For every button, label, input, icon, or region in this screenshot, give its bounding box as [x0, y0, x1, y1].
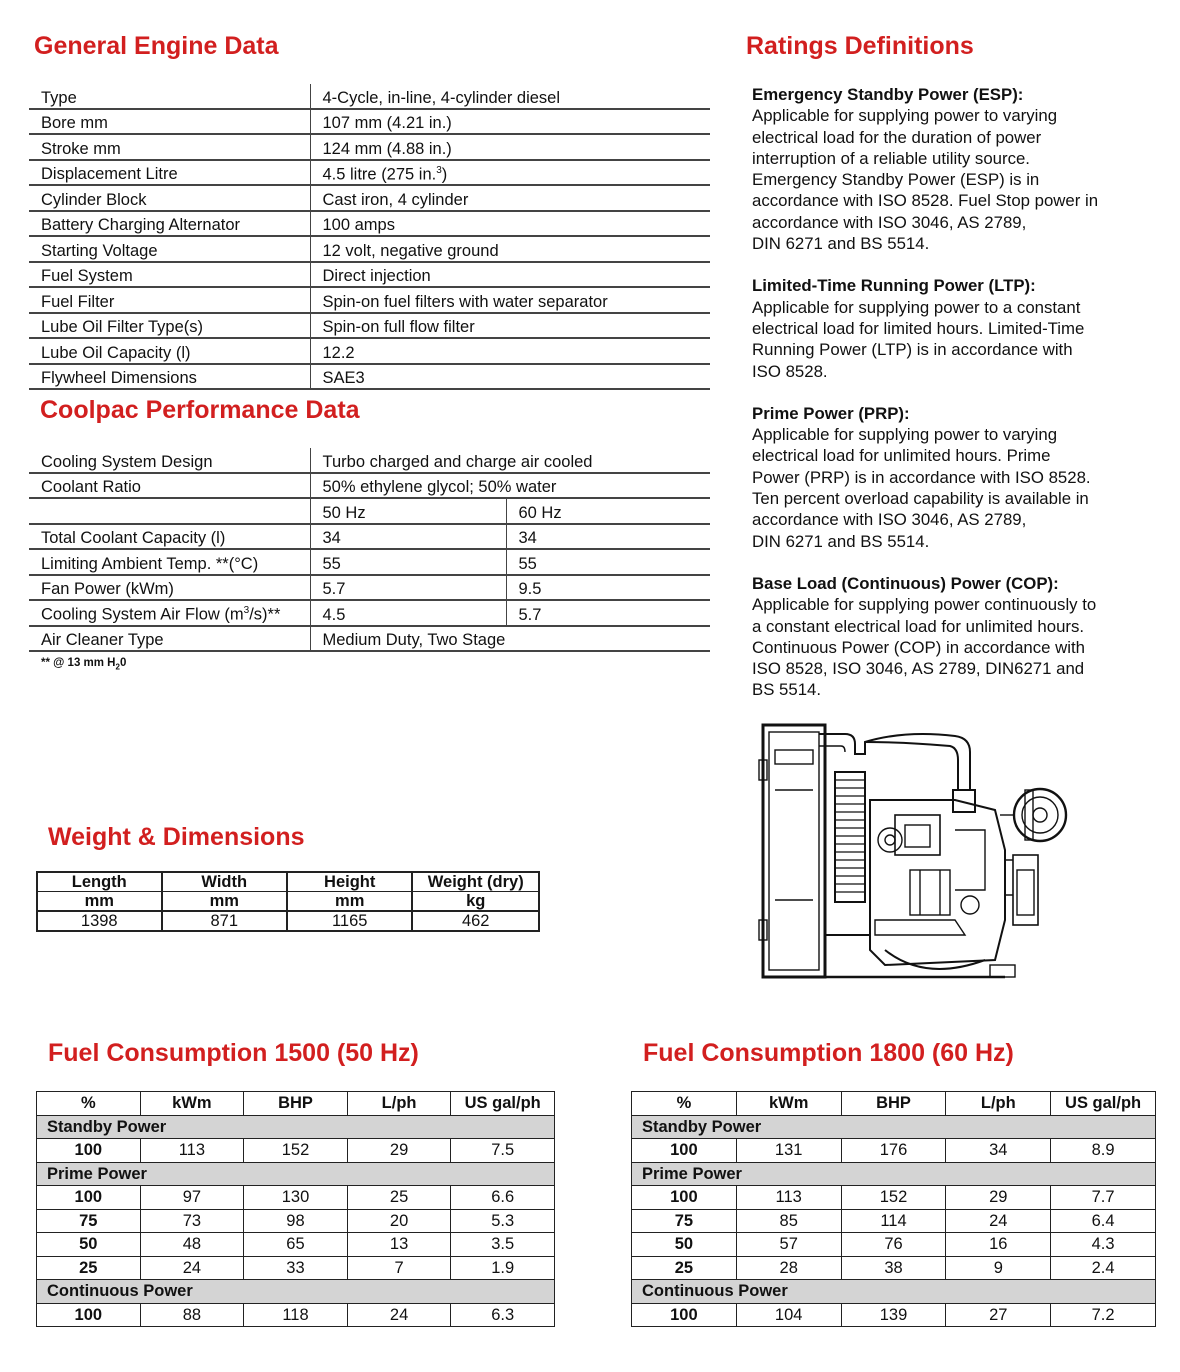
row-label: Fuel Filter: [29, 287, 310, 313]
row-label: Lube Oil Filter Type(s): [29, 313, 310, 339]
row-value: Spin-on full flow filter: [310, 313, 710, 339]
row-label: Fan Power (kWm): [29, 575, 310, 601]
fuel-header-cell: BHP: [841, 1092, 946, 1116]
spec-row: [29, 236, 710, 262]
row-value: 50% ethylene glycol; 50% water: [310, 473, 710, 499]
fuel-value: 152: [244, 1139, 348, 1163]
fuel-60-title: Fuel Consumption 1800 (60 Hz): [643, 1039, 1014, 1067]
row-value: 12.2: [310, 338, 710, 364]
weight-header-weight: Weight (dry): [412, 872, 539, 892]
fuel-value: 98: [244, 1209, 348, 1233]
fuel-load-percent: 50: [632, 1233, 737, 1257]
weight-value: 871: [162, 911, 287, 931]
fuel-value: 113: [140, 1139, 244, 1163]
fuel-value: 5.3: [451, 1209, 555, 1233]
fuel-value: 27: [946, 1303, 1051, 1327]
row-value: SAE3: [310, 364, 710, 390]
fuel-value: 7.7: [1051, 1186, 1156, 1210]
fuel-data-row: [37, 1233, 555, 1257]
rating-title: Prime Power (PRP):: [752, 403, 910, 423]
fuel-load-percent: 100: [632, 1186, 737, 1210]
fuel-value: 118: [244, 1303, 348, 1327]
row-value: 12 volt, negative ground: [310, 236, 710, 262]
fuel-header-cell: %: [632, 1092, 737, 1116]
fuel-value: 152: [841, 1186, 946, 1210]
fuel-load-percent: 25: [632, 1256, 737, 1280]
row-value: 4-Cycle, in-line, 4-cylinder diesel: [310, 84, 710, 109]
fuel-header-cell: kWm: [140, 1092, 244, 1116]
fuel-value: 6.6: [451, 1186, 555, 1210]
coolpac-freq-header: [29, 498, 710, 524]
general-engine-title: General Engine Data: [34, 32, 279, 60]
fuel-header-cell: US gal/ph: [1051, 1092, 1156, 1116]
fuel-value: 24: [946, 1209, 1051, 1233]
spec-row: [29, 313, 710, 339]
fuel-header-cell: L/ph: [946, 1092, 1051, 1116]
row-value: 107 mm (4.21 in.): [310, 109, 710, 135]
spec-row: [29, 262, 710, 288]
fuel-group-row: [632, 1280, 1156, 1304]
fuel-value: 7: [347, 1256, 451, 1280]
spec-row: [29, 160, 710, 186]
fuel-group-row: [37, 1162, 555, 1186]
fuel-header-cell: BHP: [244, 1092, 348, 1116]
weight-units-row: [37, 892, 539, 912]
row-label: Displacement Litre: [29, 160, 310, 186]
row-label: Battery Charging Alternator: [29, 211, 310, 237]
coolpac-row-air-cleaner: [29, 626, 710, 652]
fuel-data-row: [37, 1209, 555, 1233]
coolpac-footnote: ** @ 13 mm $H_20$: [41, 657, 127, 672]
spec-row: [29, 364, 710, 390]
fuel-value: 4.3: [1051, 1233, 1156, 1257]
fuel-value: 20: [347, 1209, 451, 1233]
row-label: Cooling System Air Flow $(m^3/s)**$: [29, 600, 310, 626]
weight-title: Weight & Dimensions: [48, 823, 305, 851]
row-value: 100 amps: [310, 211, 710, 237]
fuel-group-label: Prime Power: [37, 1162, 555, 1186]
row-label: Air Cleaner Type: [29, 626, 310, 652]
spec-row: [29, 338, 710, 364]
fuel-value: 139: [841, 1303, 946, 1327]
fuel-value: 73: [140, 1209, 244, 1233]
coolpac-row: [29, 575, 710, 601]
rating-title: Base Load (Continuous) Power (COP):: [752, 573, 1059, 593]
fuel-value: 88: [140, 1303, 244, 1327]
fuel-data-row: [632, 1233, 1156, 1257]
spec-row: [29, 84, 710, 109]
rating-definition: [752, 84, 1152, 254]
fuel-data-row: [37, 1139, 555, 1163]
weight-unit: kg: [412, 892, 539, 912]
fuel-value: 13: [347, 1233, 451, 1257]
fuel-header-cell: US gal/ph: [451, 1092, 555, 1116]
fuel-group-row: [37, 1280, 555, 1304]
weight-unit: mm: [162, 892, 287, 912]
freq-60-header: 60 Hz: [506, 498, 710, 524]
fuel-50-table: [36, 1091, 555, 1327]
fuel-value: 25: [347, 1186, 451, 1210]
fuel-header-row: [37, 1092, 555, 1116]
fuel-header-cell: kWm: [736, 1092, 841, 1116]
fuel-data-row: [632, 1186, 1156, 1210]
fuel-load-percent: 75: [632, 1209, 737, 1233]
row-value: 4.5 litre (275 in.$^3$): [310, 160, 710, 186]
coolpac-title: Coolpac Performance Data: [40, 396, 360, 424]
fuel-load-percent: 100: [632, 1303, 737, 1327]
rating-text: Applicable for supplying power to varying electrical load for unlimited hours. Prime Power (PRP) is in accordance with ISO 8528. Ten percent overload capability is available in accordance with ISO 3046, AS 2789, DIN 6271 and BS 5514.: [752, 425, 1091, 551]
coolpac-table: [29, 448, 710, 652]
rating-definition: [752, 573, 1152, 701]
value-60hz: 55: [506, 549, 710, 575]
row-label: Fuel System: [29, 262, 310, 288]
spec-row: [29, 185, 710, 211]
row-label: Total Coolant Capacity (l): [29, 524, 310, 550]
fuel-value: 9: [946, 1256, 1051, 1280]
rating-title: Emergency Standby Power (ESP):: [752, 85, 1024, 104]
fuel-value: 34: [946, 1139, 1051, 1163]
fuel-load-percent: 75: [37, 1209, 141, 1233]
value-50hz: 4.5: [310, 600, 506, 626]
fuel-value: 97: [140, 1186, 244, 1210]
fuel-value: 2.4: [1051, 1256, 1156, 1280]
row-value: Medium Duty, Two Stage: [310, 626, 710, 652]
general-engine-table: [29, 84, 710, 390]
weight-value: 1165: [287, 911, 412, 931]
rating-text: Applicable for supplying power to varying electrical load for the duration of power interruption of a reliable utility source. Emergency Standby Power (ESP) is in accordance with ISO 8528. Fuel Stop power in accordance with ISO 3046, AS 2789, DIN 6271 and BS 5514.: [752, 106, 1099, 254]
fuel-data-row: [632, 1209, 1156, 1233]
fuel-group-row: [37, 1115, 555, 1139]
fuel-load-percent: 100: [37, 1186, 141, 1210]
spec-row: [29, 109, 710, 135]
fuel-value: 176: [841, 1139, 946, 1163]
fuel-header-cell: %: [37, 1092, 141, 1116]
rating-title: Limited-Time Running Power (LTP):: [752, 276, 1036, 296]
weight-header-length: Length: [37, 872, 162, 892]
row-value: 124 mm (4.88 in.): [310, 134, 710, 160]
freq-50-header: 50 Hz: [310, 498, 506, 524]
fuel-value: 76: [841, 1233, 946, 1257]
fuel-load-percent: 50: [37, 1233, 141, 1257]
fuel-group-label: Standby Power: [632, 1115, 1156, 1139]
row-value: Direct injection: [310, 262, 710, 288]
fuel-header-cell: L/ph: [347, 1092, 451, 1116]
fuel-group-row: [632, 1115, 1156, 1139]
fuel-value: 85: [736, 1209, 841, 1233]
row-value: Turbo charged and charge air cooled: [310, 448, 710, 473]
fuel-value: 131: [736, 1139, 841, 1163]
rating-text: Applicable for supplying power continuously to a constant electrical load for unlimited hours. Continuous Power (COP) in accordance with ISO 8528, ISO 3046, AS 2789, DIN6271 and BS 5514.: [752, 595, 1097, 700]
row-label: Flywheel Dimensions: [29, 364, 310, 390]
fuel-value: 104: [736, 1303, 841, 1327]
fuel-value: 130: [244, 1186, 348, 1210]
weight-table: [36, 871, 540, 932]
weight-header-height: Height: [287, 872, 412, 892]
fuel-group-label: Continuous Power: [632, 1280, 1156, 1304]
fuel-load-percent: 100: [37, 1303, 141, 1327]
weight-value: 1398: [37, 911, 162, 931]
fuel-data-row: [632, 1303, 1156, 1327]
fuel-value: 29: [946, 1186, 1051, 1210]
coolpac-row-cooling-design: [29, 448, 710, 473]
value-50hz: 55: [310, 549, 506, 575]
fuel-value: 113: [736, 1186, 841, 1210]
fuel-value: 38: [841, 1256, 946, 1280]
row-label: Stroke mm: [29, 134, 310, 160]
weight-unit: mm: [37, 892, 162, 912]
fuel-group-label: Continuous Power: [37, 1280, 555, 1304]
fuel-data-row: [37, 1186, 555, 1210]
fuel-data-row: [632, 1256, 1156, 1280]
row-label: Starting Voltage: [29, 236, 310, 262]
fuel-data-row: [37, 1256, 555, 1280]
value-60hz: 9.5: [506, 575, 710, 601]
weight-values-row: [37, 911, 539, 931]
ratings-title: Ratings Definitions: [746, 32, 974, 60]
row-value: Cast iron, 4 cylinder: [310, 185, 710, 211]
fuel-load-percent: 100: [37, 1139, 141, 1163]
fuel-data-row: [37, 1303, 555, 1327]
row-label: Bore mm: [29, 109, 310, 135]
row-value: Spin-on fuel filters with water separator: [310, 287, 710, 313]
fuel-load-percent: 25: [37, 1256, 141, 1280]
fuel-value: 24: [347, 1303, 451, 1327]
fuel-value: 28: [736, 1256, 841, 1280]
fuel-group-row: [632, 1162, 1156, 1186]
spec-row: [29, 134, 710, 160]
spec-row: [29, 287, 710, 313]
fuel-group-label: Prime Power: [632, 1162, 1156, 1186]
coolpac-row-coolant-ratio: [29, 473, 710, 499]
value-60hz: 5.7: [506, 600, 710, 626]
rating-definition: [752, 403, 1152, 552]
row-label: Cooling System Design: [29, 448, 310, 473]
weight-header-row: [37, 872, 539, 892]
fuel-value: 33: [244, 1256, 348, 1280]
value-50hz: 5.7: [310, 575, 506, 601]
value-60hz: 34: [506, 524, 710, 550]
fuel-value: 65: [244, 1233, 348, 1257]
fuel-value: 6.4: [1051, 1209, 1156, 1233]
fuel-data-row: [632, 1139, 1156, 1163]
fuel-60-table: [631, 1091, 1156, 1327]
fuel-load-percent: 100: [632, 1139, 737, 1163]
fuel-group-label: Standby Power: [37, 1115, 555, 1139]
fuel-value: 3.5: [451, 1233, 555, 1257]
coolpac-row: [29, 524, 710, 550]
spec-row: [29, 211, 710, 237]
rating-definition: [752, 275, 1152, 381]
fuel-value: 8.9: [1051, 1139, 1156, 1163]
row-label: Type: [29, 84, 310, 109]
fuel-value: 16: [946, 1233, 1051, 1257]
fuel-value: 7.2: [1051, 1303, 1156, 1327]
row-label: Coolant Ratio: [29, 473, 310, 499]
fuel-value: 24: [140, 1256, 244, 1280]
fuel-value: 114: [841, 1209, 946, 1233]
fuel-value: 48: [140, 1233, 244, 1257]
ratings-definitions: [752, 84, 1152, 722]
coolpac-row: [29, 600, 710, 626]
fuel-header-row: [632, 1092, 1156, 1116]
weight-unit: mm: [287, 892, 412, 912]
fuel-value: 6.3: [451, 1303, 555, 1327]
fuel-value: 29: [347, 1139, 451, 1163]
engine-illustration: [755, 720, 1075, 982]
coolpac-row: [29, 549, 710, 575]
value-50hz: 34: [310, 524, 506, 550]
rating-text: Applicable for supplying power to a constant electrical load for limited hours. Limited-Time Running Power (LTP) is in accordance with ISO 8528.: [752, 297, 1085, 381]
weight-value: 462: [412, 911, 539, 931]
fuel-50-title: Fuel Consumption 1500 (50 Hz): [48, 1039, 419, 1067]
fuel-value: 1.9: [451, 1256, 555, 1280]
row-label: Lube Oil Capacity (l): [29, 338, 310, 364]
empty-cell: [29, 498, 310, 524]
fuel-value: 57: [736, 1233, 841, 1257]
row-label: Cylinder Block: [29, 185, 310, 211]
fuel-value: 7.5: [451, 1139, 555, 1163]
row-label: Limiting Ambient Temp. **(°C): [29, 549, 310, 575]
weight-header-width: Width: [162, 872, 287, 892]
